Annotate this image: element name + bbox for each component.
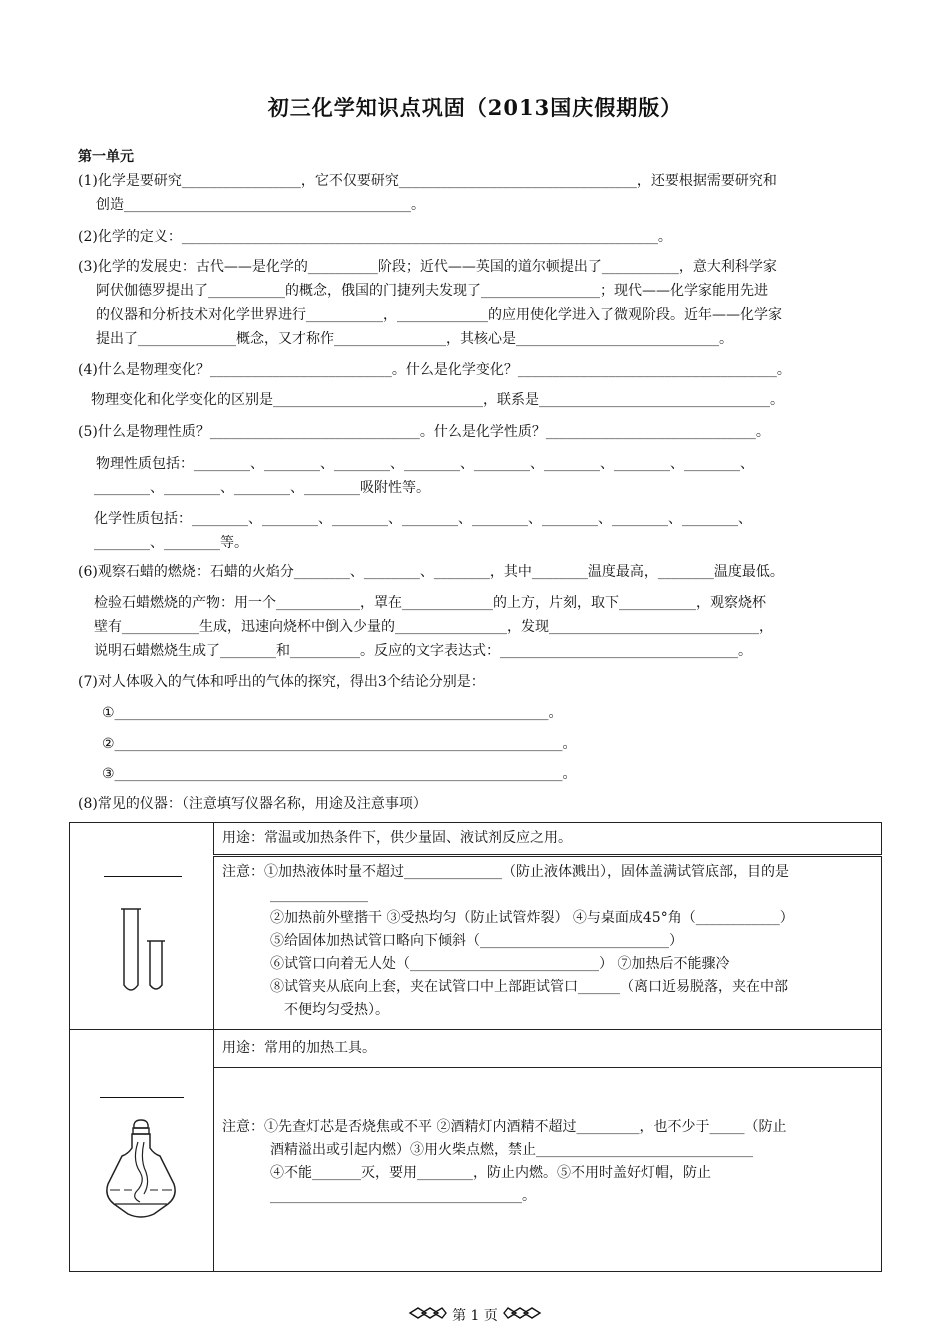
test-tube-image-cell: [70, 823, 214, 1030]
question-8: (8)常见的仪器：（注意填写仪器名称，用途及注意事项）: [78, 796, 427, 812]
conclusion-1: ①______________________________________________________________。: [102, 705, 563, 721]
conclusion-2: ②________________________________________________________________。: [102, 736, 577, 752]
physical-properties-line-1: 物理性质包括：________、________、________、________、________、________、________、________、: [96, 456, 754, 472]
question-3-line-1: (3)化学的发展史：古代——是化学的__________阶段；近代——英国的道尔顿提出了___________，意大利科学家: [78, 259, 777, 275]
question-3-line-3: 的仪器和分析技术对化学世界进行___________，_____________的应用使化学进入了微观阶段。近年——化学家: [96, 307, 782, 323]
page-title: 初三化学知识点巩固（2013国庆假期版）: [267, 95, 683, 120]
footer-ornament-right: [502, 1307, 542, 1323]
alcohol-lamp-image-cell: [70, 1030, 214, 1272]
question-1-line-1: (1)化学是要研究_________________，它不仅要研究__________________________________，还要根据需要研究和: [78, 173, 777, 189]
alcohol-lamp-figure: [70, 1030, 213, 1270]
alcohol-lamp-notes-cell: [214, 1068, 882, 1272]
chemical-properties-line-1: 化学性质包括：________、________、________、________、________、________、________、________、: [94, 511, 752, 527]
test-tube-note-1-cont: ______________: [270, 887, 368, 903]
question-6-line-2: 检验石蜡燃烧的产物：用一个____________，罩在_____________的上方，片刻，取下___________，观察烧杯: [94, 595, 766, 611]
page-footer: [0, 1305, 950, 1325]
question-6-line-3: 壁有___________生成，迅速向烧杯中倒入少量的________________，发现______________________________，: [94, 619, 773, 635]
physical-properties-line-2: ________、________、________、________吸附性等。: [94, 480, 430, 496]
instrument-table: [69, 822, 882, 1272]
alcohol-lamp-note-2-cont: ____________________________________。: [270, 1188, 536, 1204]
footer-ornament-left: [408, 1307, 448, 1323]
test-tube-note-1: 注意：①加热液体时量不超过______________（防止液体溅出），固体盖满试管底部，目的是: [222, 864, 789, 880]
test-tube-note-2: ②加热前外壁揩干 ③受热均匀（防止试管炸裂） ④与桌面成45°角（____________）: [270, 910, 794, 926]
question-3-line-4: 提出了______________概念，又才称作________________，其核心是_____________________________。: [96, 331, 733, 347]
test-tube-notes-cell: [214, 856, 882, 1030]
question-6-line-1: (6)观察石蜡的燃烧：石蜡的火焰分________、________、________，其中________温度最高，________温度最低。: [78, 564, 784, 580]
chemical-properties-line-2: ________、________等。: [94, 535, 248, 551]
test-tube-note-5: ⑧试管夹从底向上套，夹在试管口中上部距试管口______（离口近易脱落，夹在中部: [270, 979, 788, 995]
question-4-line-1: (4)什么是物理变化？__________________________。什么是化学变化？_____________________________________。: [78, 362, 791, 378]
question-2: (2)化学的定义：____________________________________________________________________。: [78, 229, 672, 245]
alcohol-lamp-note-2: ④不能_______灭，要用________，防止内燃。⑤不用时盖好灯帽，防止: [270, 1165, 711, 1181]
question-6-line-4: 说明石蜡燃烧生成了________和__________。反应的文字表达式：__________________________________。: [94, 643, 752, 659]
question-7: (7)对人体吸入的气体和呼出的气体的探究，得出3个结论分别是：: [78, 674, 485, 690]
question-5-line-1: (5)什么是物理性质？______________________________。什么是化学性质？______________________________。: [78, 424, 770, 440]
page-number: 第 1 页: [452, 1308, 498, 1324]
alcohol-lamp-usage: 用途：常用的加热工具。: [222, 1040, 376, 1056]
alcohol-lamp-note-1-cont: 酒精溢出或引起内燃）③用火柴点燃，禁止_______________________________: [270, 1142, 753, 1158]
question-4-line-2: 物理变化和化学变化的区别是______________________________，联系是_________________________________。: [91, 392, 784, 408]
section-heading: 第一单元: [78, 149, 134, 165]
alcohol-lamp-usage-cell: [214, 1030, 882, 1068]
test-tube-note-3: ⑤给固体加热试管口略向下倾斜（___________________________）: [270, 933, 683, 949]
test-tube-note-5-cont: 不便均匀受热）。: [284, 1002, 389, 1018]
test-tube-usage: 用途：常温或加热条件下，供少量固、液试剂反应之用。: [222, 830, 572, 846]
question-1-line-2: 创造_________________________________________。: [96, 197, 425, 213]
alcohol-lamp-note-1: 注意：①先查灯芯是否烧焦或不平 ②酒精灯内酒精不超过_________，也不少于_____（防止: [222, 1119, 787, 1135]
question-3-line-2: 阿伏伽德罗提出了___________的概念，俄国的门捷列夫发现了_________________；现代——化学家能用先进: [96, 283, 768, 299]
test-tube-note-4: ⑥试管口向着无人处（___________________________） ⑦加热后不能骤冷: [270, 956, 730, 972]
test-tube-usage-cell: [214, 823, 882, 856]
conclusion-3: ③________________________________________________________________。: [102, 766, 577, 782]
test-tube-figure: [70, 823, 213, 1028]
